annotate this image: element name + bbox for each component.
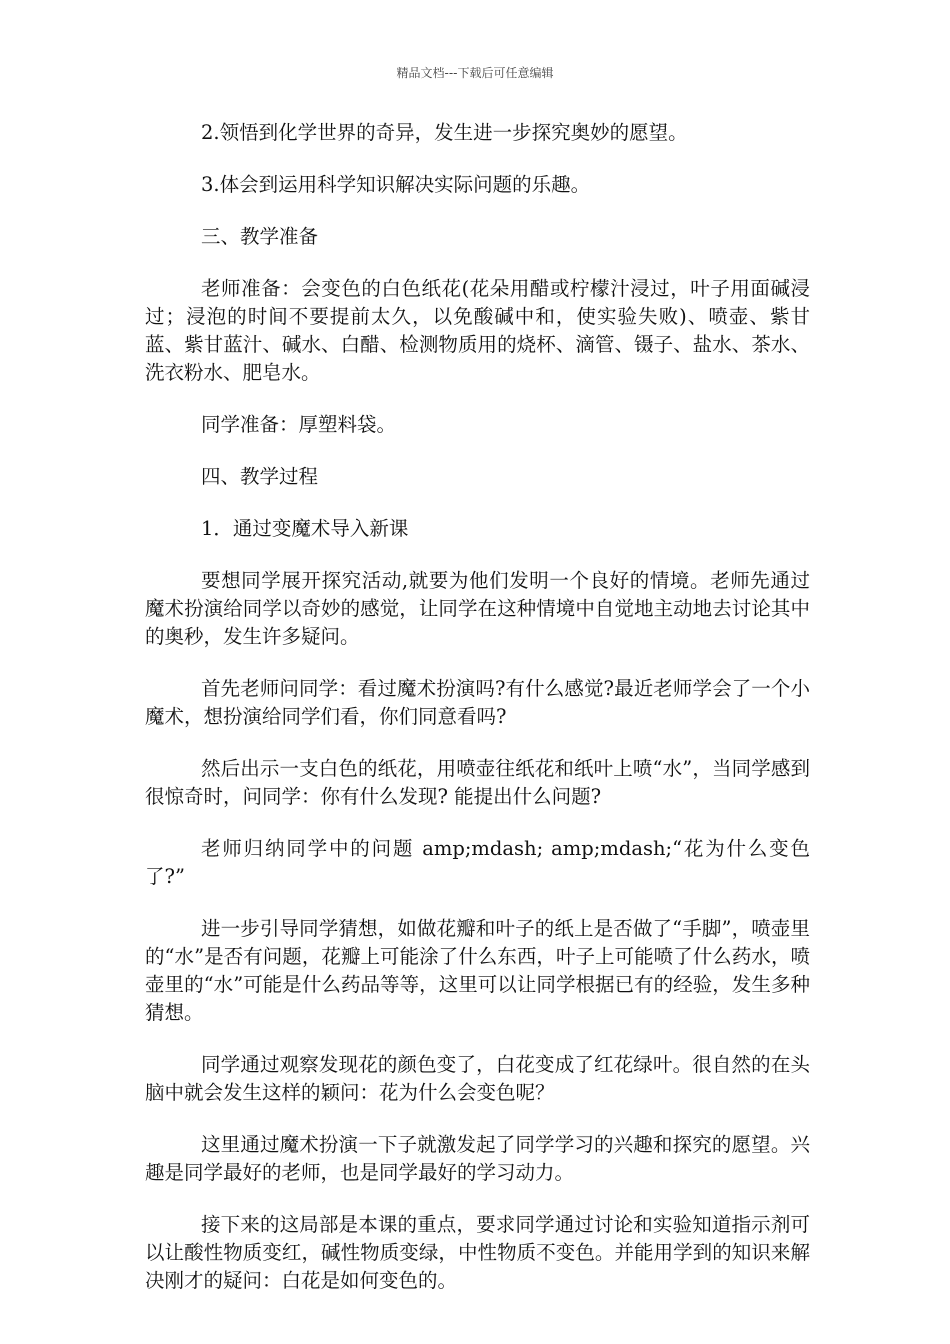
section-heading-preparation: 三、教学准备 bbox=[201, 225, 319, 248]
paragraph-guess: 进一步引导同学猜想，如做花瓣和叶子的纸上是否做了“手脚”，喷壶里的“水”是否有问题，花瓣上可能涂了什么东西，叶子上可能喷了什么药水，喷壶里的“水”可能是什么药品等等，这里可以让同学根据已有的经验，发生多种猜想。 bbox=[145, 917, 810, 1024]
subheading-magic-intro: 1．通过变魔术导入新课 bbox=[201, 517, 409, 540]
paragraph-student-preparation: 同学准备：厚塑料袋。 bbox=[201, 413, 397, 436]
page-header: 精品文档---下载后可任意编辑 bbox=[396, 66, 554, 80]
document-body bbox=[145, 119, 810, 1319]
paragraph-interest: 这里通过魔术扮演一下子就激发起了同学学习的兴趣和探究的愿望。兴趣是同学最好的老师，也是同学最好的学习动力。 bbox=[145, 1133, 810, 1184]
paragraph-situation: 要想同学展开探究活动,就要为他们发明一个良好的情境。老师先通过魔术扮演给同学以奇妙的感觉，让同学在这种情境中自觉地主动地去讨论其中的奥秒，发生许多疑问。 bbox=[145, 569, 810, 648]
paragraph-goal-3: 3.体会到运用科学知识解决实际问题的乐趣。 bbox=[201, 173, 591, 196]
paragraph-key-part: 接下来的这局部是本课的重点，要求同学通过讨论和实验知道指示剂可以让酸性物质变红，碱性物质变绿，中性物质不变色。并能用学到的知识来解决刚才的疑问：白花是如何变色的。 bbox=[145, 1213, 810, 1292]
paragraph-teacher-question: 首先老师问同学：看过魔术扮演吗?有什么感觉?最近老师学会了一个小魔术，想扮演给同学们看，你们同意看吗? bbox=[145, 677, 810, 728]
paragraph-goal-2: 2.领悟到化学世界的奇异，发生进一步探究奥妙的愿望。 bbox=[201, 121, 688, 144]
paragraph-white-flower: 然后出示一支白色的纸花，用喷壶往纸花和纸叶上喷“水”，当同学感到很惊奇时，问同学：你有什么发现? 能提出什么问题? bbox=[145, 757, 810, 808]
paragraph-teacher-preparation: 老师准备：会变色的白色纸花(花朵用醋或柠檬汁浸过，叶子用面碱浸过；浸泡的时间不要提前太久，以免酸碱中和，使实验失败)、喷壶、紫甘蓝、紫甘蓝汁、碱水、白醋、检测物质用的烧杯、滴管、镊子、盐水、茶水、洗衣粉水、肥皂水。 bbox=[145, 277, 810, 384]
paragraph-summary-question: 老师归纳同学中的问题 amp;mdash; amp;mdash;“花为什么变色了?” bbox=[145, 837, 810, 888]
section-heading-process: 四、教学过程 bbox=[201, 465, 319, 488]
paragraph-observation: 同学通过观察发现花的颜色变了，白花变成了红花绿叶。很自然的在头脑中就会发生这样的颖问：花为什么会变色呢？ bbox=[145, 1053, 810, 1104]
